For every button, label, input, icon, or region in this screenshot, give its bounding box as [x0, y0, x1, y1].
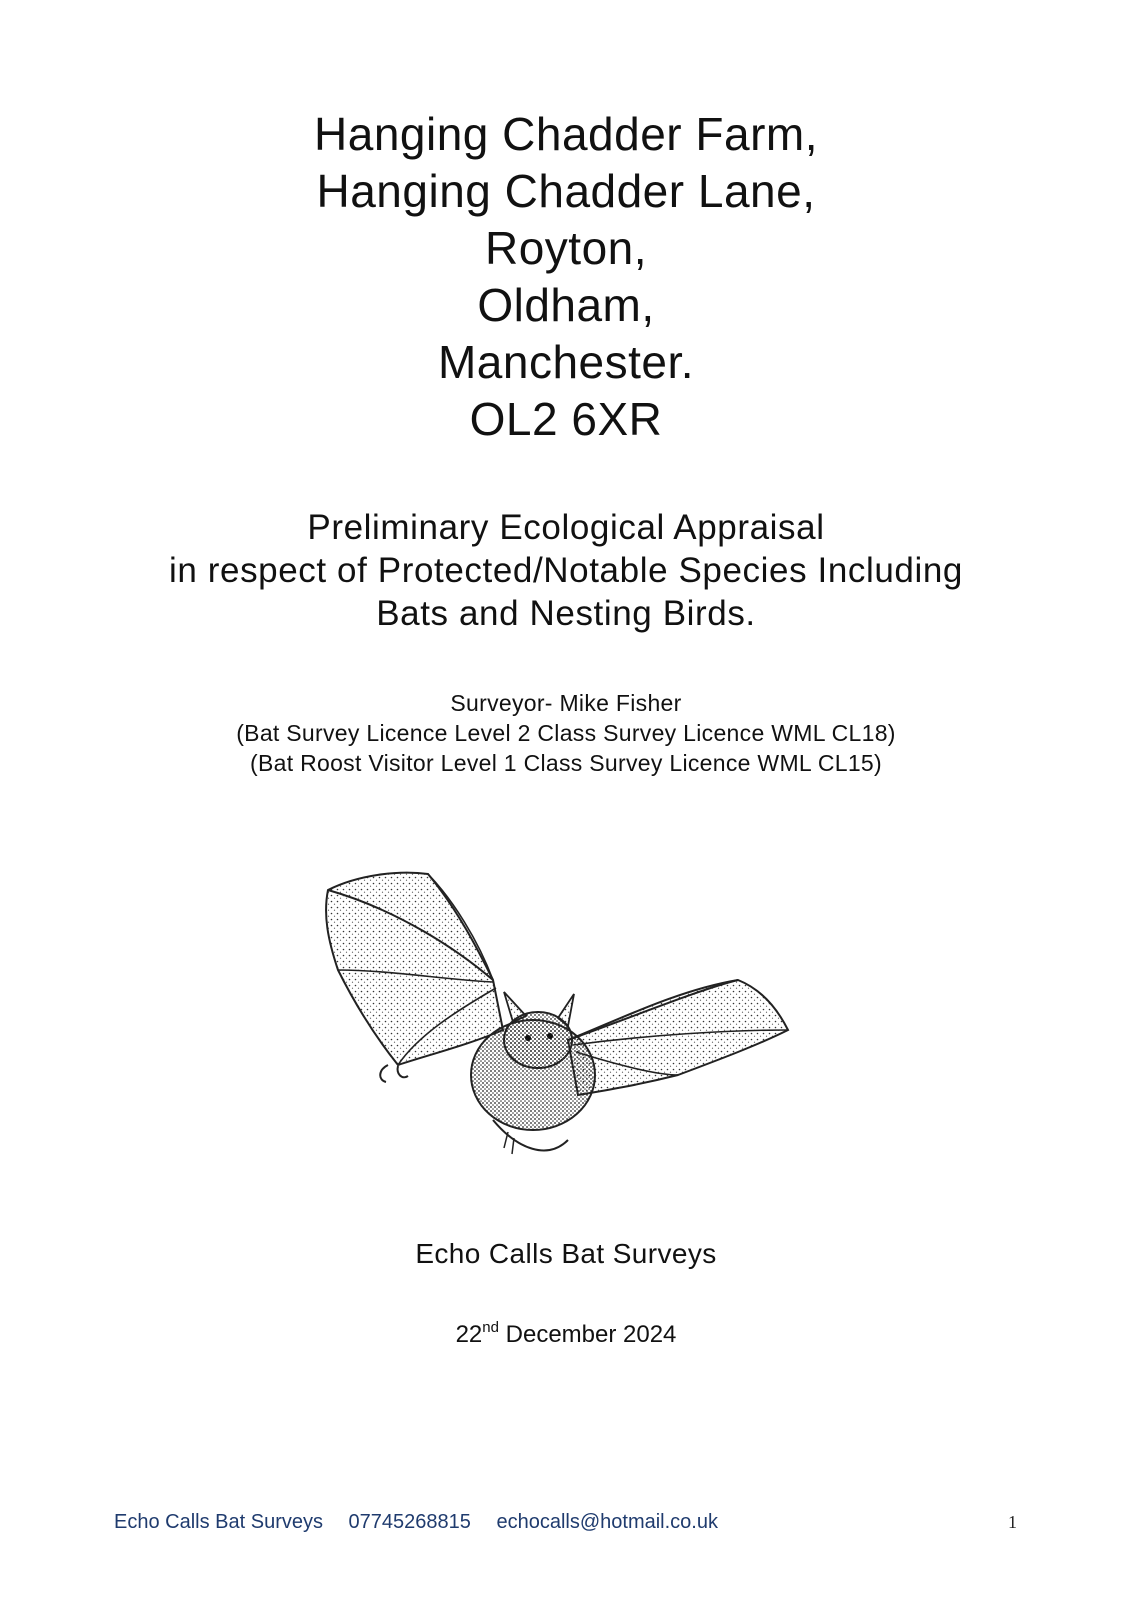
footer-company: Echo Calls Bat Surveys [114, 1511, 323, 1533]
address-line: Hanging Chadder Farm, [314, 108, 818, 160]
report-title [0, 506, 1132, 635]
bat-illustration-icon [318, 870, 808, 1175]
date-month-year: December 2024 [498, 1321, 677, 1348]
site-address [0, 106, 1132, 448]
title-line: Preliminary Ecological Appraisal [307, 508, 825, 547]
date-day: 22 [455, 1321, 483, 1348]
report-date [0, 1320, 1132, 1350]
title-line: in respect of Protected/Notable Species Including [168, 551, 964, 590]
address-line: OL2 6XR [469, 393, 663, 445]
footer-email: echocalls@hotmail.co.uk [496, 1511, 718, 1533]
address-line: Oldham, [477, 279, 655, 331]
address-line: Hanging Chadder Lane, [316, 165, 816, 217]
licence-line: (Bat Roost Visitor Level 1 Class Survey Licence WML CL15) [250, 750, 882, 776]
date-suffix: nd [482, 1319, 499, 1336]
licence-line: (Bat Survey Licence Level 2 Class Survey Licence WML CL18) [236, 720, 896, 746]
company-name: Echo Calls Bat Surveys [415, 1238, 717, 1269]
title-line: Bats and Nesting Birds. [376, 594, 756, 633]
surveyor-name: Surveyor- Mike Fisher [450, 690, 682, 716]
footer-phone: 07745268815 [348, 1511, 471, 1533]
address-line: Manchester. [437, 336, 695, 388]
page-number: 1 [1008, 1512, 1017, 1532]
address-line: Royton, [484, 222, 648, 274]
page-footer [114, 1510, 738, 1534]
surveyor-block [0, 688, 1132, 778]
